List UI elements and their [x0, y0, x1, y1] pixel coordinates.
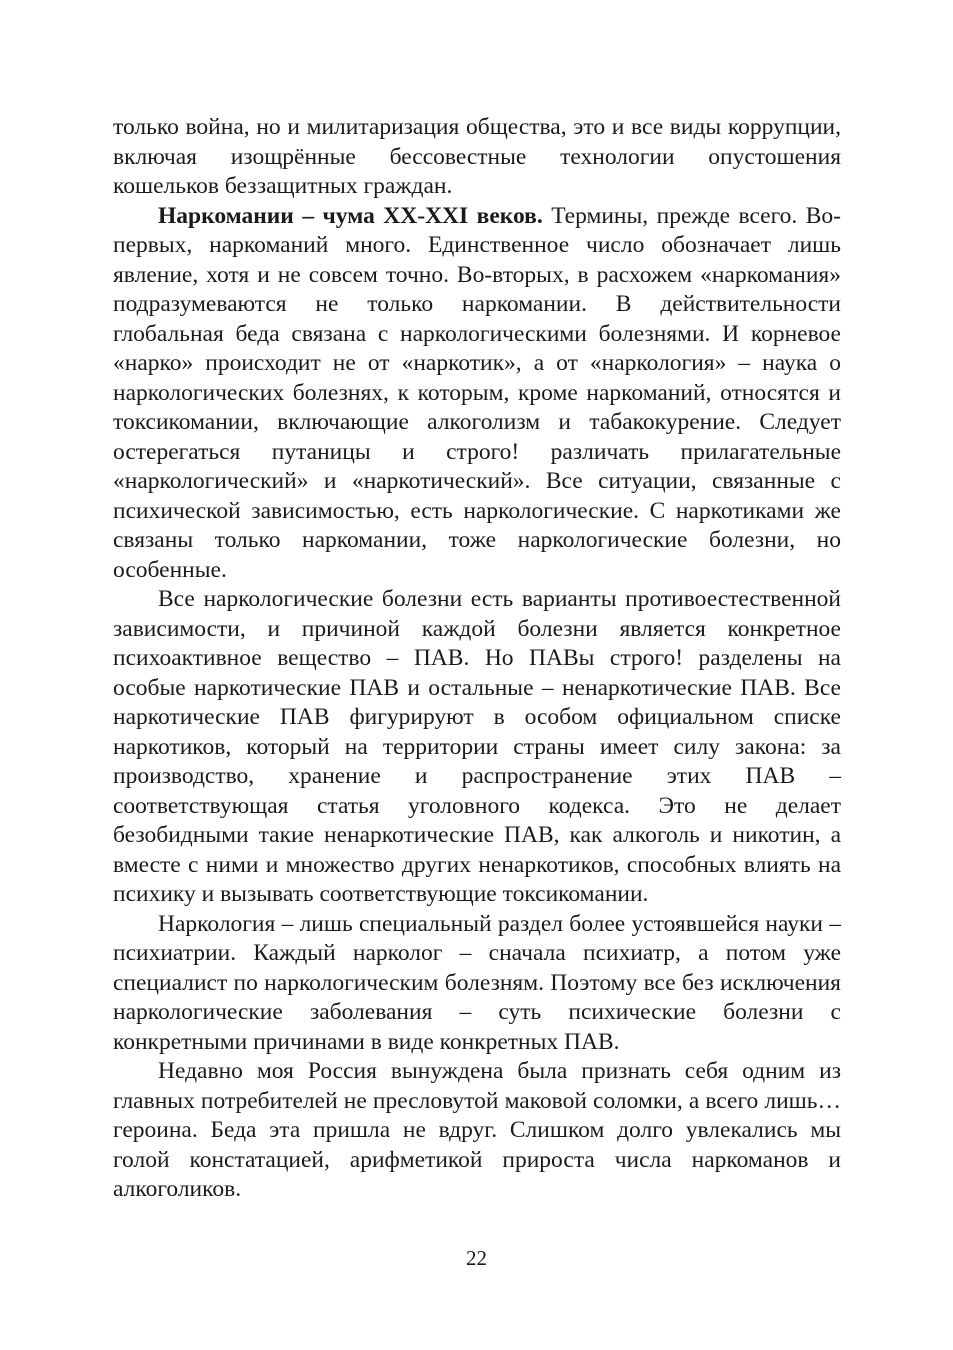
paragraph-3: [113, 585, 841, 910]
paragraph-1-text: только война, но и милитаризация общества, это и все виды коррупции, включая изощрённые бессовестные технологии опустошения кошельков беззащитных граждан.: [113, 114, 841, 199]
paragraph-1: [113, 113, 841, 202]
paragraph-4-text: Наркология – лишь специальный раздел более устоявшейся науки – психиатрии. Каждый нарколог – сначала психиатр, а потом уже специалист по наркологическим болезням. Поэтому все без исключения наркологические заболевания – суть психические болезни с конкретными причинами в виде конкретных ПАВ.: [113, 910, 841, 1055]
page-body: [113, 113, 841, 1205]
section-heading: Наркомании – чума XX-XXI веков.: [158, 202, 543, 229]
paragraph-5: [113, 1057, 841, 1205]
paragraph-2: [113, 202, 841, 586]
paragraph-5-text: Недавно моя Россия вынуждена была признать себя одним из главных потребителей не пресловутой маковой соломки, а всего лишь… героина. Беда эта пришла не вдруг. Слишком долго увлекались мы голой констатацией, арифметикой прироста числа наркоманов и алкоголиков.: [113, 1058, 841, 1202]
paragraph-3-text: Все наркологические болезни есть варианты противоестественной зависимости, и причиной каждой болезни является конкретное психоактивное вещество – ПАВ. Но ПАВы строго! разделены на особые наркотические ПАВ и остальные – ненаркотические ПАВ. Все наркотические ПАВ фигурируют в особом официальном списке наркотиков, который на территории страны имеет силу закона: за производство, хранение и распространение этих ПАВ – соответствующая статья уголовного кодекса. Это не делает безобидными такие ненаркотические ПАВ, как алкоголь и никотин, а вместе с ними и множество других ненаркотиков, способных влиять на психику и вызывать соответствующие токсикомании.: [113, 586, 841, 907]
paragraph-2-text: Термины, прежде всего. Во-первых, наркоманий много. Единственное число обозначает лишь явление, хотя и не совсем точно. Во-вторых, в расхожем «наркомания» подразумеваются не только наркомании. В действительности глобальная беда связана с наркологическими болезнями. И корневое «нарко» происходит не от «наркотик», а от «наркология» – наука о наркологических болезнях, к которым, кроме наркоманий, относятся и токсикомании, включающие алкоголизм и табакокурение. Следует остерегаться путаницы и строго! различать прилагательные «наркологический» и «наркотический». Все ситуации, связанные с психической зависимостью, есть наркологические. С наркотиками же связаны только наркомании, тоже наркологические болезни, но особенные.: [113, 202, 841, 583]
page-number: 22: [466, 1246, 487, 1270]
paragraph-4: [113, 910, 841, 1058]
